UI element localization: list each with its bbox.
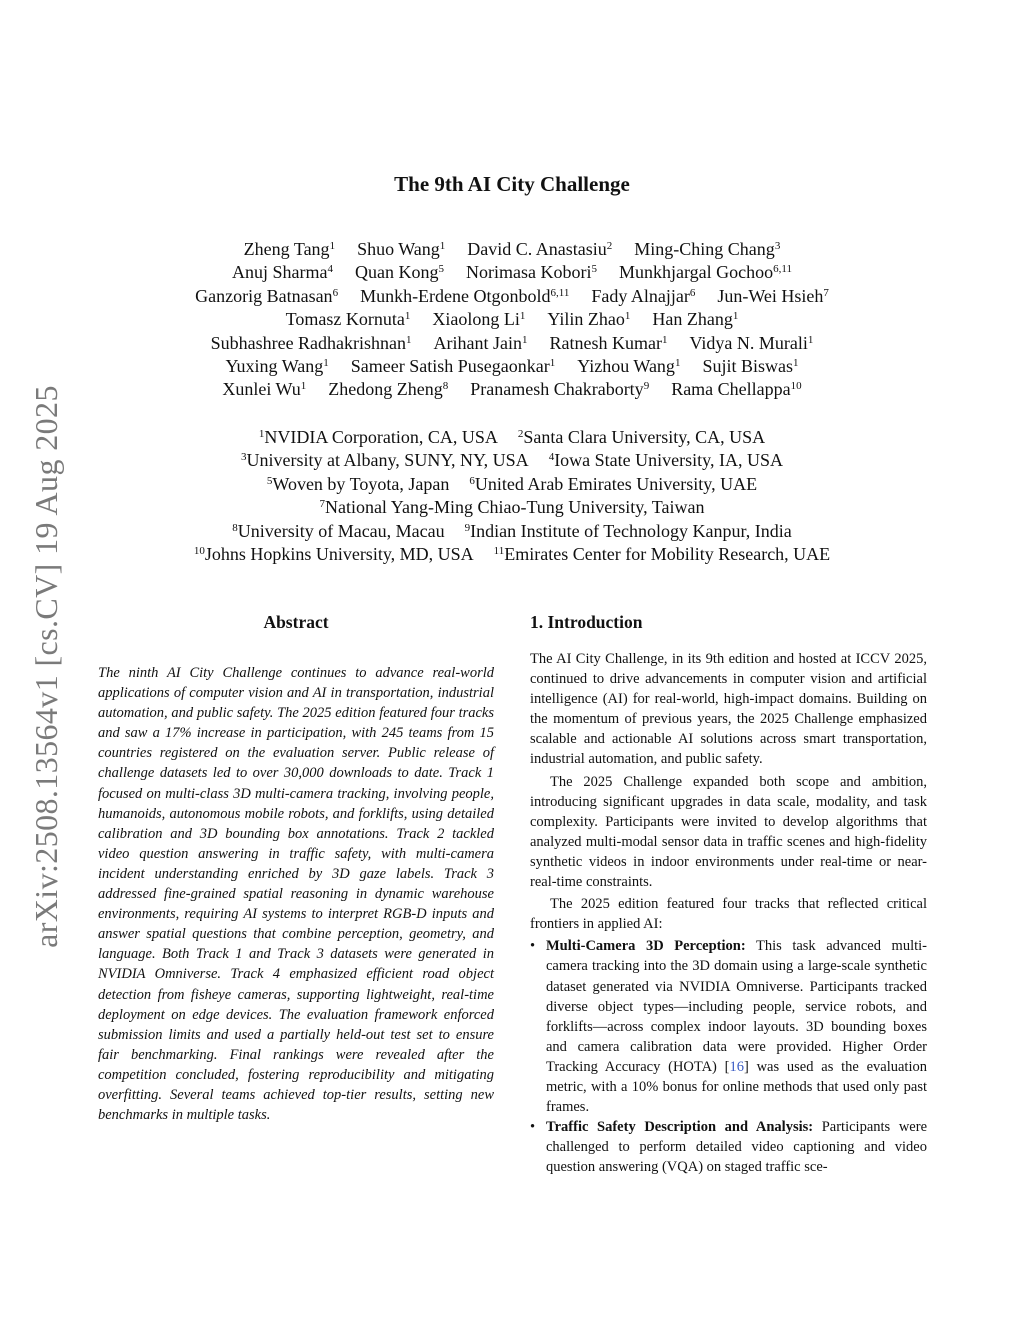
affiliation-row [110,473,914,496]
affiliation-number: 1 [258,428,265,440]
bullet-text: This task advanced multi-camera tracking into the 3D domain using a large-scale synthetic dataset generated via NVIDIA Omniverse. Participants tracked diverse object types—including people, service robots, and forklifts—across complex indoor layouts. 3D bounding boxes and camera calibration data were provided. Higher Order Tracking Accuracy (HOTA) [ [546,938,927,1075]
author-affiliation-mark: 8 [442,380,449,393]
author-name: Shuo Wang [357,239,440,259]
author-name: Munkhjargal Gochoo [618,262,774,283]
author [222,378,306,401]
affiliation-text: Emirates Center for Mobility Research, UAE [504,544,831,565]
author-affiliation-mark: 5 [591,263,597,276]
author-affiliation-mark: 6,11 [773,263,792,276]
author-name: Rama Chellappa [671,379,791,400]
author-affiliation-mark: 1 [674,357,681,370]
author-list [130,238,894,402]
introduction-heading: 1. Introduction [530,612,643,632]
affiliation-text: Indian Institute of Technology Kanpur, India [470,520,792,541]
affiliation-row [110,543,914,566]
affiliation-text: NVIDIA Corporation, CA, USA [264,427,498,447]
affiliation-row [110,520,914,543]
author-affiliation-mark: 10 [790,380,802,393]
author-name: Ganzorig Batnasan [195,285,333,306]
author-name: Fady Alnajjar [591,285,690,306]
author-row [130,261,894,284]
author [226,355,329,378]
affiliation [469,473,757,496]
author [470,378,649,401]
author-row [130,285,894,308]
affiliation-row [110,426,914,449]
author [690,332,814,355]
abstract-text: The ninth AI City Challenge continues to advance real-world applications of computer vision and AI in transportation, industrial automation, and public safety. The 2025 edition featured four tracks and saw a 17% increase in participation, with 245 teams from 15 countries registered on the evaluation server. Public release of challenge datasets led to over 30,000 downloads to date. Track 1 focused on multi-class 3D multi-camera tracking, involving people, humanoids, autonomous mobile robots, and forklifts, using detailed calibration and 3D bounding box annotations. Track 2 tackled video question answering in traffic safety, with multi-camera incident understanding enriched by 3D gaze labels. Track 3 addressed fine-grained spatial reasoning in dynamic warehouse environments, requiring AI systems to interpret RGB-D inputs and answer spatial questions that combine perception, geometry, and language. Both Track 1 and Track 3 datasets were generated in NVIDIA Omniverse. Track 4 emphasized efficient road object detection from fisheye cameras, supporting lightweight, real-time deployment on edge devices. The evaluation framework enforced submission limits and used a partially held-out test set to ensure fair benchmarking. Final rankings were revealed after the competition concluded, fostering reproducibility and mitigating overfitting. Several teams achieved top-tier results, setting new benchmarks in multiple tasks. [98,665,494,1124]
arxiv-side-label [20,372,72,960]
left-column [98,612,494,1125]
author-name: Anuj Sharma [232,262,328,283]
author-name: Norimasa Kobori [466,262,592,283]
arxiv-identifier: arXiv:2508.13564v1 [cs.CV] 19 Aug 2025 [27,384,64,948]
author [550,332,668,355]
affiliation-text: University of Macau, Macau [237,520,445,541]
affiliation-number: 7 [319,498,325,511]
author-name: Sujit Biswas [702,356,793,377]
affiliation-number: 3 [241,451,247,464]
affiliation-number: 10 [193,545,205,558]
author-affiliation-mark: 2 [606,240,613,252]
affiliation-list [110,426,914,566]
affiliation [241,449,529,472]
author-row [130,308,894,331]
bullet-icon: • [530,938,536,955]
author-row [130,355,894,378]
author-affiliation-mark: 1 [807,333,814,346]
author-affiliation-mark: 6 [689,286,696,299]
author-affiliation-mark: 4 [327,263,333,276]
author-row [130,238,894,261]
affiliation [232,520,444,543]
author [244,238,335,261]
author [591,285,695,308]
author-name: Subhashree Radhakrishnan [210,332,407,353]
author [547,308,630,331]
track-list [530,936,927,1177]
author [577,355,680,378]
abstract-heading: Abstract [263,612,329,632]
affiliation-number: 8 [232,521,238,534]
author-name: Pranamesh Chakraborty [470,379,644,400]
author [211,332,412,355]
author-name: David C. Anastasiu [467,239,607,259]
author [328,378,448,401]
author [286,308,411,331]
intro-paragraph: The 2025 Challenge expanded both scope and ambition, introducing significant upgrades in data scale, modality, and task complexity. Participants were invited to develop algorithms that analyzed multi-modal sensor data in traffic scenes and high-fidelity synthetic videos in indoor environments under real-time or near-real-time constraints. [530,773,927,891]
author-affiliation-mark: 6 [332,286,339,299]
affiliation [465,520,792,543]
affiliation [194,543,474,566]
author-name: Zheng Tang [243,239,330,259]
affiliation [549,449,783,472]
author [702,355,798,378]
author-name: Han Zhang [652,309,733,330]
author [717,285,829,308]
affiliation-row [110,496,914,519]
author [351,355,555,378]
affiliation-number: 9 [464,521,471,534]
author-affiliation-mark: 3 [774,240,781,252]
affiliation [518,426,765,449]
author-affiliation-mark: 1 [323,357,329,370]
author-name: Yilin Zhao [547,309,625,330]
author-name: Tomasz Kornuta [285,309,405,330]
author-name: Ratnesh Kumar [549,332,662,353]
affiliation-text: National Yang-Ming Chiao-Tung University, Taiwan [324,497,705,518]
bullet-text: ] was used as the evaluation metric, with a 10% bonus for online methods that used only past frames. [546,1058,927,1116]
author-name: Xiaolong Li [432,309,520,330]
author [466,261,597,284]
author [195,285,338,308]
affiliation-text: Iowa State University, IA, USA [554,450,783,471]
affiliation-text: University at Albany, SUNY, NY, USA [246,450,529,471]
author-name: Quan Kong [355,262,439,283]
affiliation-text: Santa Clara University, CA, USA [523,427,766,447]
affiliation-text: Woven by Toyota, Japan [272,473,450,494]
author-affiliation-mark: 1 [624,310,631,323]
author-affiliation-mark: 1 [404,310,411,323]
author [232,261,333,284]
author-affiliation-mark: 1 [792,357,799,370]
bullet-text: Participants were challenged to perform detailed video captioning and video question answering (VQA) on staged traffic sce- [546,1119,927,1176]
bullet-title: Multi-Camera 3D Perception: [546,938,746,955]
author [634,238,780,261]
author-affiliation-mark: 1 [519,310,526,323]
author-name: Sameer Satish Pusegaonkar [350,356,550,377]
author-row [130,378,894,401]
affiliation [494,543,831,566]
affiliation-number: 5 [266,474,273,487]
author-name: Yizhou Wang [577,356,675,377]
author-name: Arihant Jain [433,332,523,353]
intro-paragraph: The AI City Challenge, in its 9th edition and hosted at ICCV 2025, continued to drive advancements in computer vision and artificial intelligence (AI) for real-world, high-impact domains. Building on the momentum of previous years, the 2025 Challenge emphasized scalable and actionable AI solutions across smart transportation, industrial automation, and public safety. [530,651,927,768]
affiliation [259,426,498,449]
paper-title: The 9th AI City Challenge [394,172,630,196]
affiliation-number: 6 [469,474,475,487]
author-name: Yuxing Wang [225,356,324,377]
affiliation-number: 11 [493,545,505,558]
author-affiliation-mark: 1 [662,333,668,346]
affiliation-text: Johns Hopkins University, MD, USA [204,544,474,565]
author [652,308,738,331]
bullet-title: Traffic Safety Description and Analysis: [546,1119,814,1136]
intro-paragraph: The 2025 edition featured four tracks that reflected critical frontiers in applied AI: [530,896,927,933]
affiliation-row [110,449,914,472]
author [434,332,528,355]
author-name: Jun-Wei Hsieh [717,285,824,306]
author-name: Ming-Ching Chang [634,239,775,259]
author-name: Xunlei Wu [222,379,301,400]
list-item [530,936,927,1117]
bullet-icon: • [530,1119,536,1136]
author-affiliation-mark: 1 [549,357,556,370]
affiliation [267,473,449,496]
author-affiliation-mark: 9 [643,380,650,393]
author-name: Zhedong Zheng [328,379,443,400]
author-affiliation-mark: 1 [439,240,446,252]
citation-link[interactable]: 16 [729,1058,744,1075]
author-affiliation-mark: 6,11 [550,286,570,299]
author-affiliation-mark: 1 [522,333,528,346]
author-name: Vidya N. Murali [689,332,808,353]
author [432,308,525,331]
author [619,261,792,284]
author [355,261,444,284]
author-affiliation-mark: 1 [329,240,336,252]
author-affiliation-mark: 1 [732,310,739,323]
author [360,285,569,308]
affiliation-text: United Arab Emirates University, UAE [474,473,758,494]
author-affiliation-mark: 7 [823,286,829,299]
affiliation-number: 2 [517,428,524,440]
author-row [130,332,894,355]
author-name: Munkh-Erdene Otgonbold [360,285,551,306]
author-affiliation-mark: 5 [438,263,444,276]
author [467,238,612,261]
right-column [530,612,927,1177]
author-affiliation-mark: 1 [300,380,307,393]
affiliation-number: 4 [548,451,555,464]
affiliation [319,496,704,519]
author [671,378,801,401]
author-affiliation-mark: 1 [406,333,412,346]
list-item [530,1117,927,1177]
author [357,238,445,261]
